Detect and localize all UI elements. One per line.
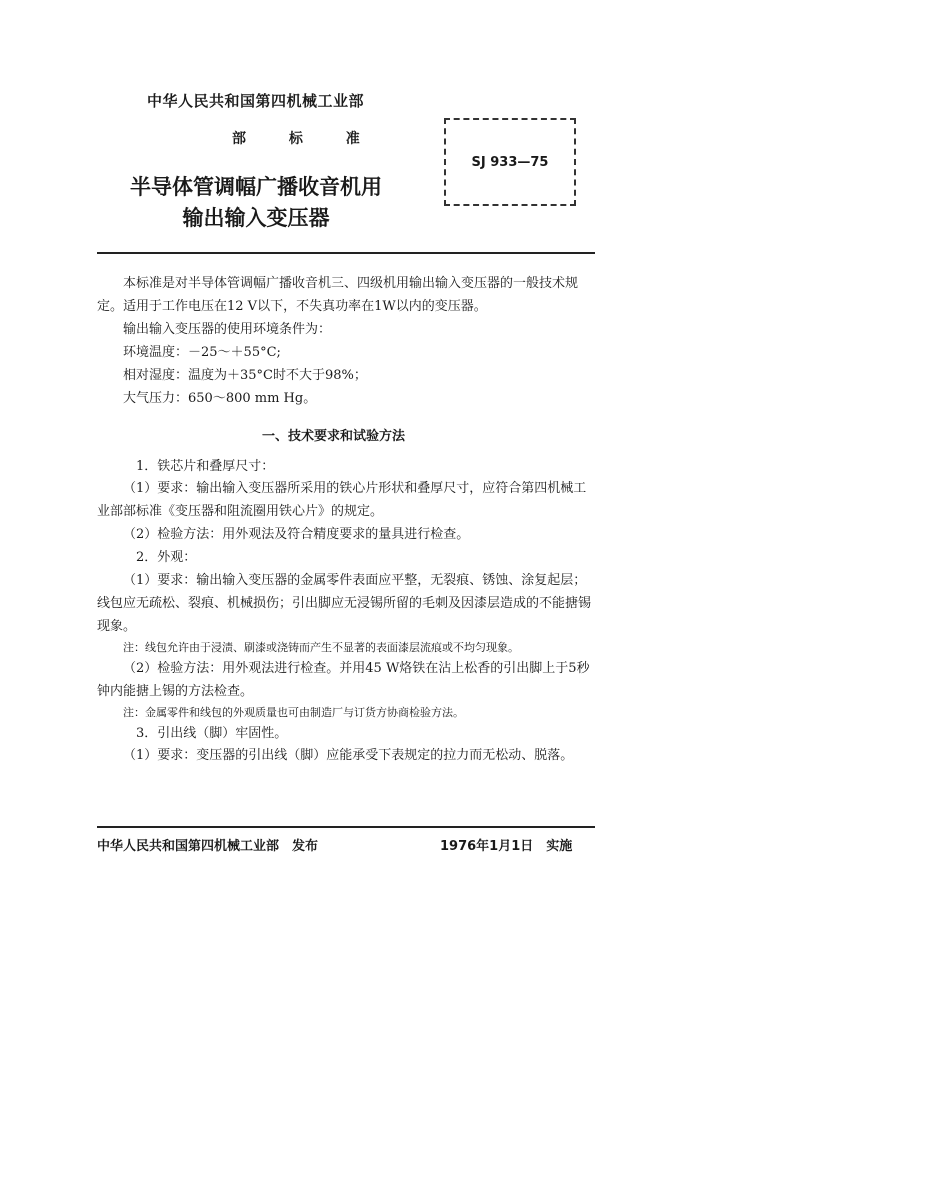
item-2-test: （2）检验方法：用外观法进行检查。并用45 W烙铁在沾上松香的引出脚上于5秒钟内能搪上锡的方法检查。 [97, 661, 590, 699]
title-line-1: 半导体管调幅广播收音机用 [130, 175, 382, 199]
item-2-title: 2．外观： [136, 550, 197, 565]
env-pressure: 大气压力：650～800 mm Hg。 [123, 391, 317, 406]
title-line-2: 输出输入变压器 [182, 206, 330, 230]
section-1-heading: 一、技术要求和试验方法 [262, 429, 406, 444]
standard-type: 部 标 准 [232, 131, 360, 147]
footer-rule [97, 826, 595, 828]
item-3-requirement: （1）要求：变压器的引出线（脚）应能承受下表规定的拉力而无松动、脱落。 [123, 748, 574, 763]
item-2-requirement: （1）要求：输出输入变压器的金属零件表面应平整，无裂痕、锈蚀、涂复起层；线包应无疏松、裂痕、机械损伤；引出脚应无浸锡所留的毛刺及因漆层造成的不能搪锡现象。 [97, 573, 592, 634]
document-title [122, 172, 390, 234]
footer-effective-date: 1976年1月1日 实施 [440, 839, 573, 854]
item-2-note: 注：线包允许由于浸渍、刷漆或浇铸而产生不显著的表面漆层流痕或不均匀现象。 [123, 641, 519, 654]
item-1-test: （2）检验方法：用外观法及符合精度要求的量具进行检查。 [123, 527, 470, 542]
env-temperature: 环境温度：－25～＋55°C; [123, 345, 281, 360]
env-intro: 输出输入变压器的使用环境条件为： [123, 322, 332, 337]
item-1-requirement: （1）要求：输出输入变压器所采用的铁心片形状和叠厚尺寸，应符合第四机械工业部部标准《变压器和阻流圈用铁心片》的规定。 [97, 481, 587, 519]
header-rule [97, 252, 595, 254]
issuing-ministry: 中华人民共和国第四机械工业部 [147, 92, 365, 110]
item-2-note-2: 注：金属零件和线包的外观质量也可由制造厂与订货方协商检验方法。 [123, 706, 464, 719]
standard-code: SJ 933—75 [471, 154, 549, 170]
standard-code-box [444, 118, 576, 206]
footer-publisher: 中华人民共和国第四机械工业部 发布 [97, 839, 319, 854]
env-humidity: 相对湿度：温度为＋35°C时不大于98%； [123, 368, 367, 383]
item-1-title: 1．铁芯片和叠厚尺寸： [136, 459, 275, 474]
intro-paragraph: 本标准是对半导体管调幅广播收音机三、四级机用输出输入变压器的一般技术规定。适用于工作电压在12 V以下，不失真功率在1W以内的变压器。 [97, 276, 579, 314]
item-3-title: 3．引出线（脚）牢固性。 [136, 726, 288, 741]
